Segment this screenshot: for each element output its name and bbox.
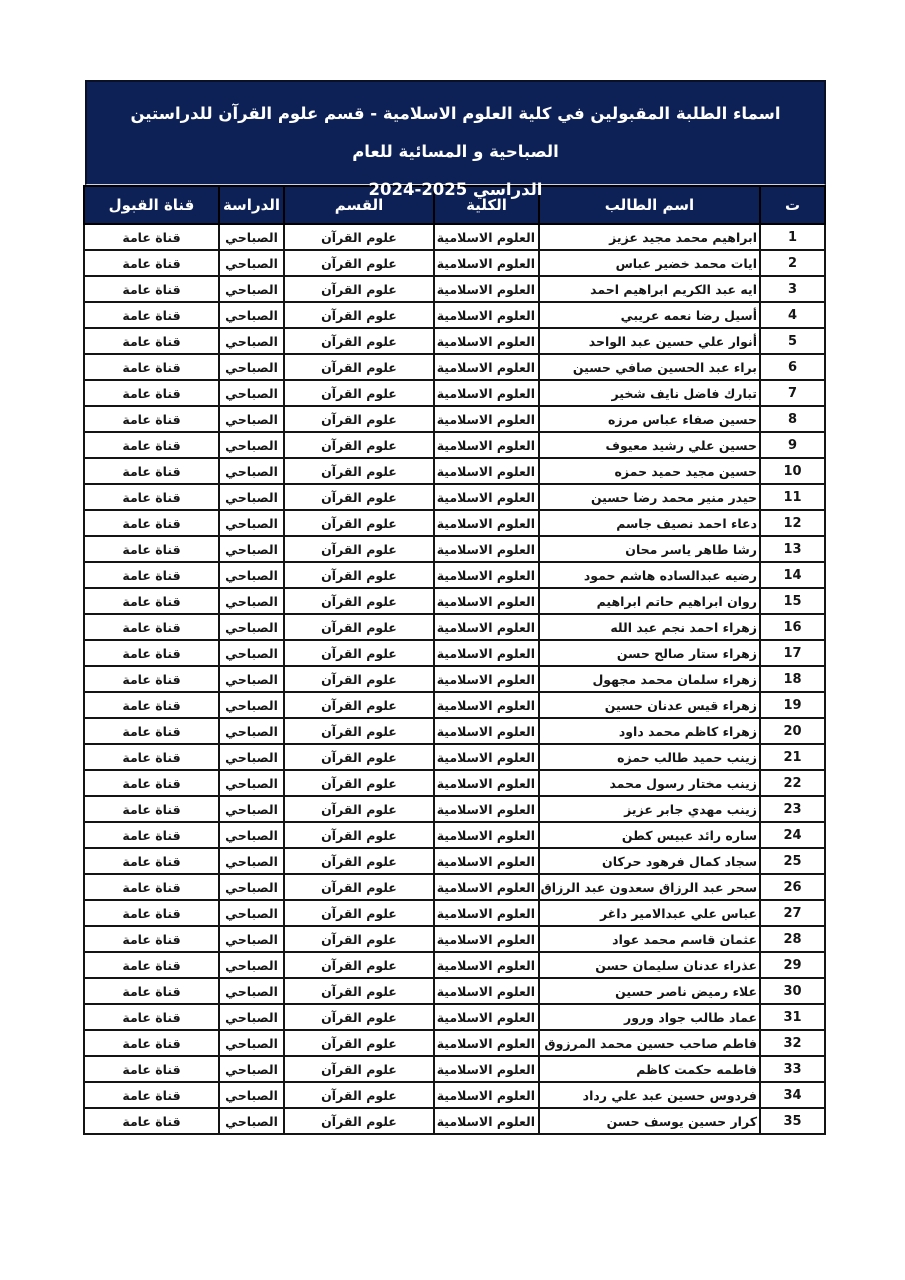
cell-college: العلوم الاسلامية [434, 1108, 539, 1134]
cell-study: الصباحي [219, 926, 284, 952]
cell-study: الصباحي [219, 900, 284, 926]
cell-study: الصباحي [219, 380, 284, 406]
cell-no: 8 [760, 406, 825, 432]
table-row [84, 1030, 825, 1056]
cell-college: العلوم الاسلامية [434, 744, 539, 770]
cell-study: الصباحي [219, 874, 284, 900]
cell-no: 11 [760, 484, 825, 510]
table-row [84, 224, 825, 250]
cell-no: 22 [760, 770, 825, 796]
cell-name: علاء رميض ناصر حسين [539, 978, 760, 1004]
cell-name: كرار حسين يوسف حسن [539, 1108, 760, 1134]
cell-channel: قناة عامة [84, 874, 219, 900]
admitted-students-document [85, 80, 826, 1135]
cell-dept: علوم القرآن [284, 406, 434, 432]
cell-dept: علوم القرآن [284, 562, 434, 588]
cell-name: حسين صفاء عباس مرزه [539, 406, 760, 432]
cell-channel: قناة عامة [84, 302, 219, 328]
cell-channel: قناة عامة [84, 1056, 219, 1082]
cell-name: زهراء قيس عدنان حسين [539, 692, 760, 718]
col-header-channel: قناة القبول [84, 186, 219, 224]
cell-college: العلوم الاسلامية [434, 484, 539, 510]
cell-channel: قناة عامة [84, 328, 219, 354]
table-row [84, 562, 825, 588]
cell-name: رضيه عبدالساده هاشم حمود [539, 562, 760, 588]
cell-no: 5 [760, 328, 825, 354]
cell-dept: علوم القرآن [284, 1082, 434, 1108]
table-row [84, 250, 825, 276]
cell-no: 10 [760, 458, 825, 484]
col-header-college: الكلية [434, 186, 539, 224]
cell-college: العلوم الاسلامية [434, 796, 539, 822]
cell-dept: علوم القرآن [284, 640, 434, 666]
cell-dept: علوم القرآن [284, 666, 434, 692]
cell-dept: علوم القرآن [284, 536, 434, 562]
cell-study: الصباحي [219, 536, 284, 562]
cell-no: 18 [760, 666, 825, 692]
table-row [84, 588, 825, 614]
cell-no: 13 [760, 536, 825, 562]
cell-name: زهراء احمد نجم عبد الله [539, 614, 760, 640]
cell-no: 6 [760, 354, 825, 380]
cell-study: الصباحي [219, 276, 284, 302]
table-title [85, 80, 826, 199]
cell-no: 31 [760, 1004, 825, 1030]
cell-name: حسين علي رشيد معيوف [539, 432, 760, 458]
cell-dept: علوم القرآن [284, 250, 434, 276]
cell-no: 7 [760, 380, 825, 406]
cell-dept: علوم القرآن [284, 1108, 434, 1134]
cell-no: 32 [760, 1030, 825, 1056]
cell-no: 2 [760, 250, 825, 276]
cell-channel: قناة عامة [84, 224, 219, 250]
table-row [84, 380, 825, 406]
cell-name: ايه عبد الكريم ابراهيم احمد [539, 276, 760, 302]
table-row [84, 432, 825, 458]
cell-study: الصباحي [219, 1108, 284, 1134]
cell-college: العلوم الاسلامية [434, 406, 539, 432]
cell-college: العلوم الاسلامية [434, 822, 539, 848]
cell-no: 26 [760, 874, 825, 900]
cell-name: براء عبد الحسين صافي حسين [539, 354, 760, 380]
cell-study: الصباحي [219, 1056, 284, 1082]
cell-name: حسين مجيد حميد حمزه [539, 458, 760, 484]
cell-channel: قناة عامة [84, 978, 219, 1004]
cell-study: الصباحي [219, 354, 284, 380]
cell-dept: علوم القرآن [284, 510, 434, 536]
cell-no: 19 [760, 692, 825, 718]
cell-no: 27 [760, 900, 825, 926]
cell-channel: قناة عامة [84, 822, 219, 848]
cell-channel: قناة عامة [84, 1108, 219, 1134]
cell-name: زينب مختار رسول محمد [539, 770, 760, 796]
table-row [84, 900, 825, 926]
cell-name: زهراء سلمان محمد مجهول [539, 666, 760, 692]
cell-name: عذراء عدنان سليمان حسن [539, 952, 760, 978]
cell-study: الصباحي [219, 224, 284, 250]
col-header-dept: القسم [284, 186, 434, 224]
cell-name: فاطم صاحب حسين محمد المرزوق [539, 1030, 760, 1056]
cell-channel: قناة عامة [84, 692, 219, 718]
table-row [84, 848, 825, 874]
cell-channel: قناة عامة [84, 900, 219, 926]
col-header-name: اسم الطالب [539, 186, 760, 224]
cell-no: 4 [760, 302, 825, 328]
cell-college: العلوم الاسلامية [434, 848, 539, 874]
cell-study: الصباحي [219, 614, 284, 640]
table-row [84, 276, 825, 302]
title-line-1: اسماء الطلبة المقبولين في كلية العلوم الاسلامية - قسم علوم القرآن للدراستين الصباحية و المسائية للعام [130, 104, 781, 161]
cell-dept: علوم القرآن [284, 484, 434, 510]
cell-dept: علوم القرآن [284, 302, 434, 328]
cell-name: ايات محمد خضير عباس [539, 250, 760, 276]
cell-college: العلوم الاسلامية [434, 510, 539, 536]
cell-no: 1 [760, 224, 825, 250]
cell-channel: قناة عامة [84, 770, 219, 796]
cell-college: العلوم الاسلامية [434, 770, 539, 796]
cell-name: زينب مهدي جابر عزيز [539, 796, 760, 822]
cell-dept: علوم القرآن [284, 744, 434, 770]
cell-dept: علوم القرآن [284, 1030, 434, 1056]
cell-study: الصباحي [219, 562, 284, 588]
cell-channel: قناة عامة [84, 952, 219, 978]
cell-channel: قناة عامة [84, 640, 219, 666]
cell-dept: علوم القرآن [284, 770, 434, 796]
cell-college: العلوم الاسلامية [434, 432, 539, 458]
cell-college: العلوم الاسلامية [434, 536, 539, 562]
cell-no: 20 [760, 718, 825, 744]
cell-channel: قناة عامة [84, 718, 219, 744]
cell-dept: علوم القرآن [284, 588, 434, 614]
cell-no: 14 [760, 562, 825, 588]
table-row [84, 978, 825, 1004]
cell-study: الصباحي [219, 588, 284, 614]
cell-dept: علوم القرآن [284, 354, 434, 380]
cell-dept: علوم القرآن [284, 458, 434, 484]
cell-study: الصباحي [219, 250, 284, 276]
cell-study: الصباحي [219, 692, 284, 718]
table-row [84, 354, 825, 380]
cell-name: زهراء ستار صالح حسن [539, 640, 760, 666]
cell-channel: قناة عامة [84, 1030, 219, 1056]
cell-name: أسيل رضا نعمه عريبي [539, 302, 760, 328]
cell-study: الصباحي [219, 458, 284, 484]
cell-dept: علوم القرآن [284, 796, 434, 822]
cell-college: العلوم الاسلامية [434, 380, 539, 406]
cell-no: 28 [760, 926, 825, 952]
cell-dept: علوم القرآن [284, 692, 434, 718]
cell-channel: قناة عامة [84, 666, 219, 692]
table-row [84, 796, 825, 822]
cell-college: العلوم الاسلامية [434, 718, 539, 744]
cell-college: العلوم الاسلامية [434, 458, 539, 484]
cell-dept: علوم القرآن [284, 978, 434, 1004]
cell-study: الصباحي [219, 978, 284, 1004]
cell-channel: قناة عامة [84, 614, 219, 640]
cell-channel: قناة عامة [84, 1082, 219, 1108]
cell-channel: قناة عامة [84, 796, 219, 822]
cell-study: الصباحي [219, 640, 284, 666]
cell-study: الصباحي [219, 484, 284, 510]
cell-channel: قناة عامة [84, 510, 219, 536]
cell-study: الصباحي [219, 952, 284, 978]
cell-college: العلوم الاسلامية [434, 224, 539, 250]
cell-channel: قناة عامة [84, 406, 219, 432]
cell-no: 16 [760, 614, 825, 640]
table-row [84, 1056, 825, 1082]
cell-name: فاطمه حكمت كاظم [539, 1056, 760, 1082]
cell-college: العلوم الاسلامية [434, 1004, 539, 1030]
cell-channel: قناة عامة [84, 276, 219, 302]
cell-college: العلوم الاسلامية [434, 952, 539, 978]
cell-channel: قناة عامة [84, 562, 219, 588]
table-row [84, 744, 825, 770]
cell-no: 34 [760, 1082, 825, 1108]
cell-dept: علوم القرآن [284, 848, 434, 874]
cell-no: 35 [760, 1108, 825, 1134]
table-row [84, 770, 825, 796]
cell-dept: علوم القرآن [284, 614, 434, 640]
cell-channel: قناة عامة [84, 250, 219, 276]
cell-study: الصباحي [219, 1082, 284, 1108]
cell-no: 15 [760, 588, 825, 614]
cell-no: 25 [760, 848, 825, 874]
cell-name: ساره رائد عبيس كطن [539, 822, 760, 848]
cell-study: الصباحي [219, 302, 284, 328]
cell-no: 3 [760, 276, 825, 302]
cell-college: العلوم الاسلامية [434, 328, 539, 354]
students-table [83, 185, 826, 1135]
cell-dept: علوم القرآن [284, 822, 434, 848]
cell-channel: قناة عامة [84, 926, 219, 952]
cell-college: العلوم الاسلامية [434, 1030, 539, 1056]
cell-channel: قناة عامة [84, 536, 219, 562]
cell-name: عباس علي عبدالامير داغر [539, 900, 760, 926]
table-row [84, 952, 825, 978]
cell-college: العلوم الاسلامية [434, 666, 539, 692]
cell-dept: علوم القرآن [284, 900, 434, 926]
cell-name: سحر عبد الرزاق سعدون عبد الرزاق [539, 874, 760, 900]
cell-no: 23 [760, 796, 825, 822]
cell-study: الصباحي [219, 432, 284, 458]
cell-name: حيدر منير محمد رضا حسين [539, 484, 760, 510]
cell-college: العلوم الاسلامية [434, 640, 539, 666]
cell-dept: علوم القرآن [284, 276, 434, 302]
cell-no: 33 [760, 1056, 825, 1082]
cell-name: تبارك فاضل نايف شخير [539, 380, 760, 406]
cell-dept: علوم القرآن [284, 718, 434, 744]
cell-name: دعاء احمد نصيف جاسم [539, 510, 760, 536]
cell-college: العلوم الاسلامية [434, 250, 539, 276]
cell-study: الصباحي [219, 848, 284, 874]
cell-channel: قناة عامة [84, 1004, 219, 1030]
cell-study: الصباحي [219, 770, 284, 796]
table-row [84, 692, 825, 718]
cell-channel: قناة عامة [84, 380, 219, 406]
cell-study: الصباحي [219, 744, 284, 770]
cell-name: عثمان قاسم محمد عواد [539, 926, 760, 952]
table-row [84, 510, 825, 536]
title-line-2: الدراسي 2025-2024 [368, 180, 543, 199]
col-header-study: الدراسة [219, 186, 284, 224]
table-row [84, 484, 825, 510]
cell-no: 17 [760, 640, 825, 666]
cell-dept: علوم القرآن [284, 926, 434, 952]
cell-name: رشا طاهر ياسر محان [539, 536, 760, 562]
cell-dept: علوم القرآن [284, 224, 434, 250]
cell-college: العلوم الاسلامية [434, 354, 539, 380]
table-row [84, 406, 825, 432]
cell-name: زهراء كاظم محمد داود [539, 718, 760, 744]
table-row [84, 1004, 825, 1030]
cell-no: 9 [760, 432, 825, 458]
cell-channel: قناة عامة [84, 432, 219, 458]
cell-study: الصباحي [219, 1030, 284, 1056]
cell-college: العلوم الاسلامية [434, 874, 539, 900]
cell-no: 30 [760, 978, 825, 1004]
cell-study: الصباحي [219, 406, 284, 432]
cell-name: فردوس حسين عبد علي رداد [539, 1082, 760, 1108]
col-header-no: ت [760, 186, 825, 224]
cell-dept: علوم القرآن [284, 432, 434, 458]
cell-college: العلوم الاسلامية [434, 588, 539, 614]
cell-college: العلوم الاسلامية [434, 900, 539, 926]
cell-channel: قناة عامة [84, 744, 219, 770]
cell-name: أنوار علي حسين عبد الواحد [539, 328, 760, 354]
cell-study: الصباحي [219, 1004, 284, 1030]
table-row [84, 926, 825, 952]
cell-college: العلوم الاسلامية [434, 276, 539, 302]
cell-name: عماد طالب جواد ورور [539, 1004, 760, 1030]
cell-college: العلوم الاسلامية [434, 926, 539, 952]
cell-name: زينب حميد طالب حمزه [539, 744, 760, 770]
table-row [84, 822, 825, 848]
cell-college: العلوم الاسلامية [434, 1056, 539, 1082]
cell-dept: علوم القرآن [284, 1004, 434, 1030]
cell-name: ابراهيم محمد مجيد عزيز [539, 224, 760, 250]
cell-no: 24 [760, 822, 825, 848]
cell-dept: علوم القرآن [284, 1056, 434, 1082]
cell-study: الصباحي [219, 328, 284, 354]
cell-channel: قناة عامة [84, 484, 219, 510]
cell-college: العلوم الاسلامية [434, 692, 539, 718]
cell-no: 29 [760, 952, 825, 978]
cell-dept: علوم القرآن [284, 952, 434, 978]
table-row [84, 614, 825, 640]
cell-channel: قناة عامة [84, 458, 219, 484]
cell-dept: علوم القرآن [284, 328, 434, 354]
table-row [84, 666, 825, 692]
table-row [84, 874, 825, 900]
table-row [84, 536, 825, 562]
table-row [84, 718, 825, 744]
cell-study: الصباحي [219, 666, 284, 692]
table-row [84, 640, 825, 666]
table-row [84, 1082, 825, 1108]
cell-channel: قناة عامة [84, 588, 219, 614]
cell-college: العلوم الاسلامية [434, 1082, 539, 1108]
cell-dept: علوم القرآن [284, 380, 434, 406]
cell-study: الصباحي [219, 796, 284, 822]
table-row [84, 1108, 825, 1134]
cell-name: روان ابراهيم حاتم ابراهيم [539, 588, 760, 614]
cell-dept: علوم القرآن [284, 874, 434, 900]
cell-study: الصباحي [219, 510, 284, 536]
cell-college: العلوم الاسلامية [434, 302, 539, 328]
cell-no: 21 [760, 744, 825, 770]
cell-college: العلوم الاسلامية [434, 562, 539, 588]
cell-study: الصباحي [219, 822, 284, 848]
cell-channel: قناة عامة [84, 848, 219, 874]
table-row [84, 458, 825, 484]
cell-no: 12 [760, 510, 825, 536]
cell-channel: قناة عامة [84, 354, 219, 380]
cell-study: الصباحي [219, 718, 284, 744]
cell-college: العلوم الاسلامية [434, 614, 539, 640]
cell-college: العلوم الاسلامية [434, 978, 539, 1004]
cell-name: سجاد كمال فرهود حركان [539, 848, 760, 874]
table-row [84, 328, 825, 354]
table-row [84, 302, 825, 328]
